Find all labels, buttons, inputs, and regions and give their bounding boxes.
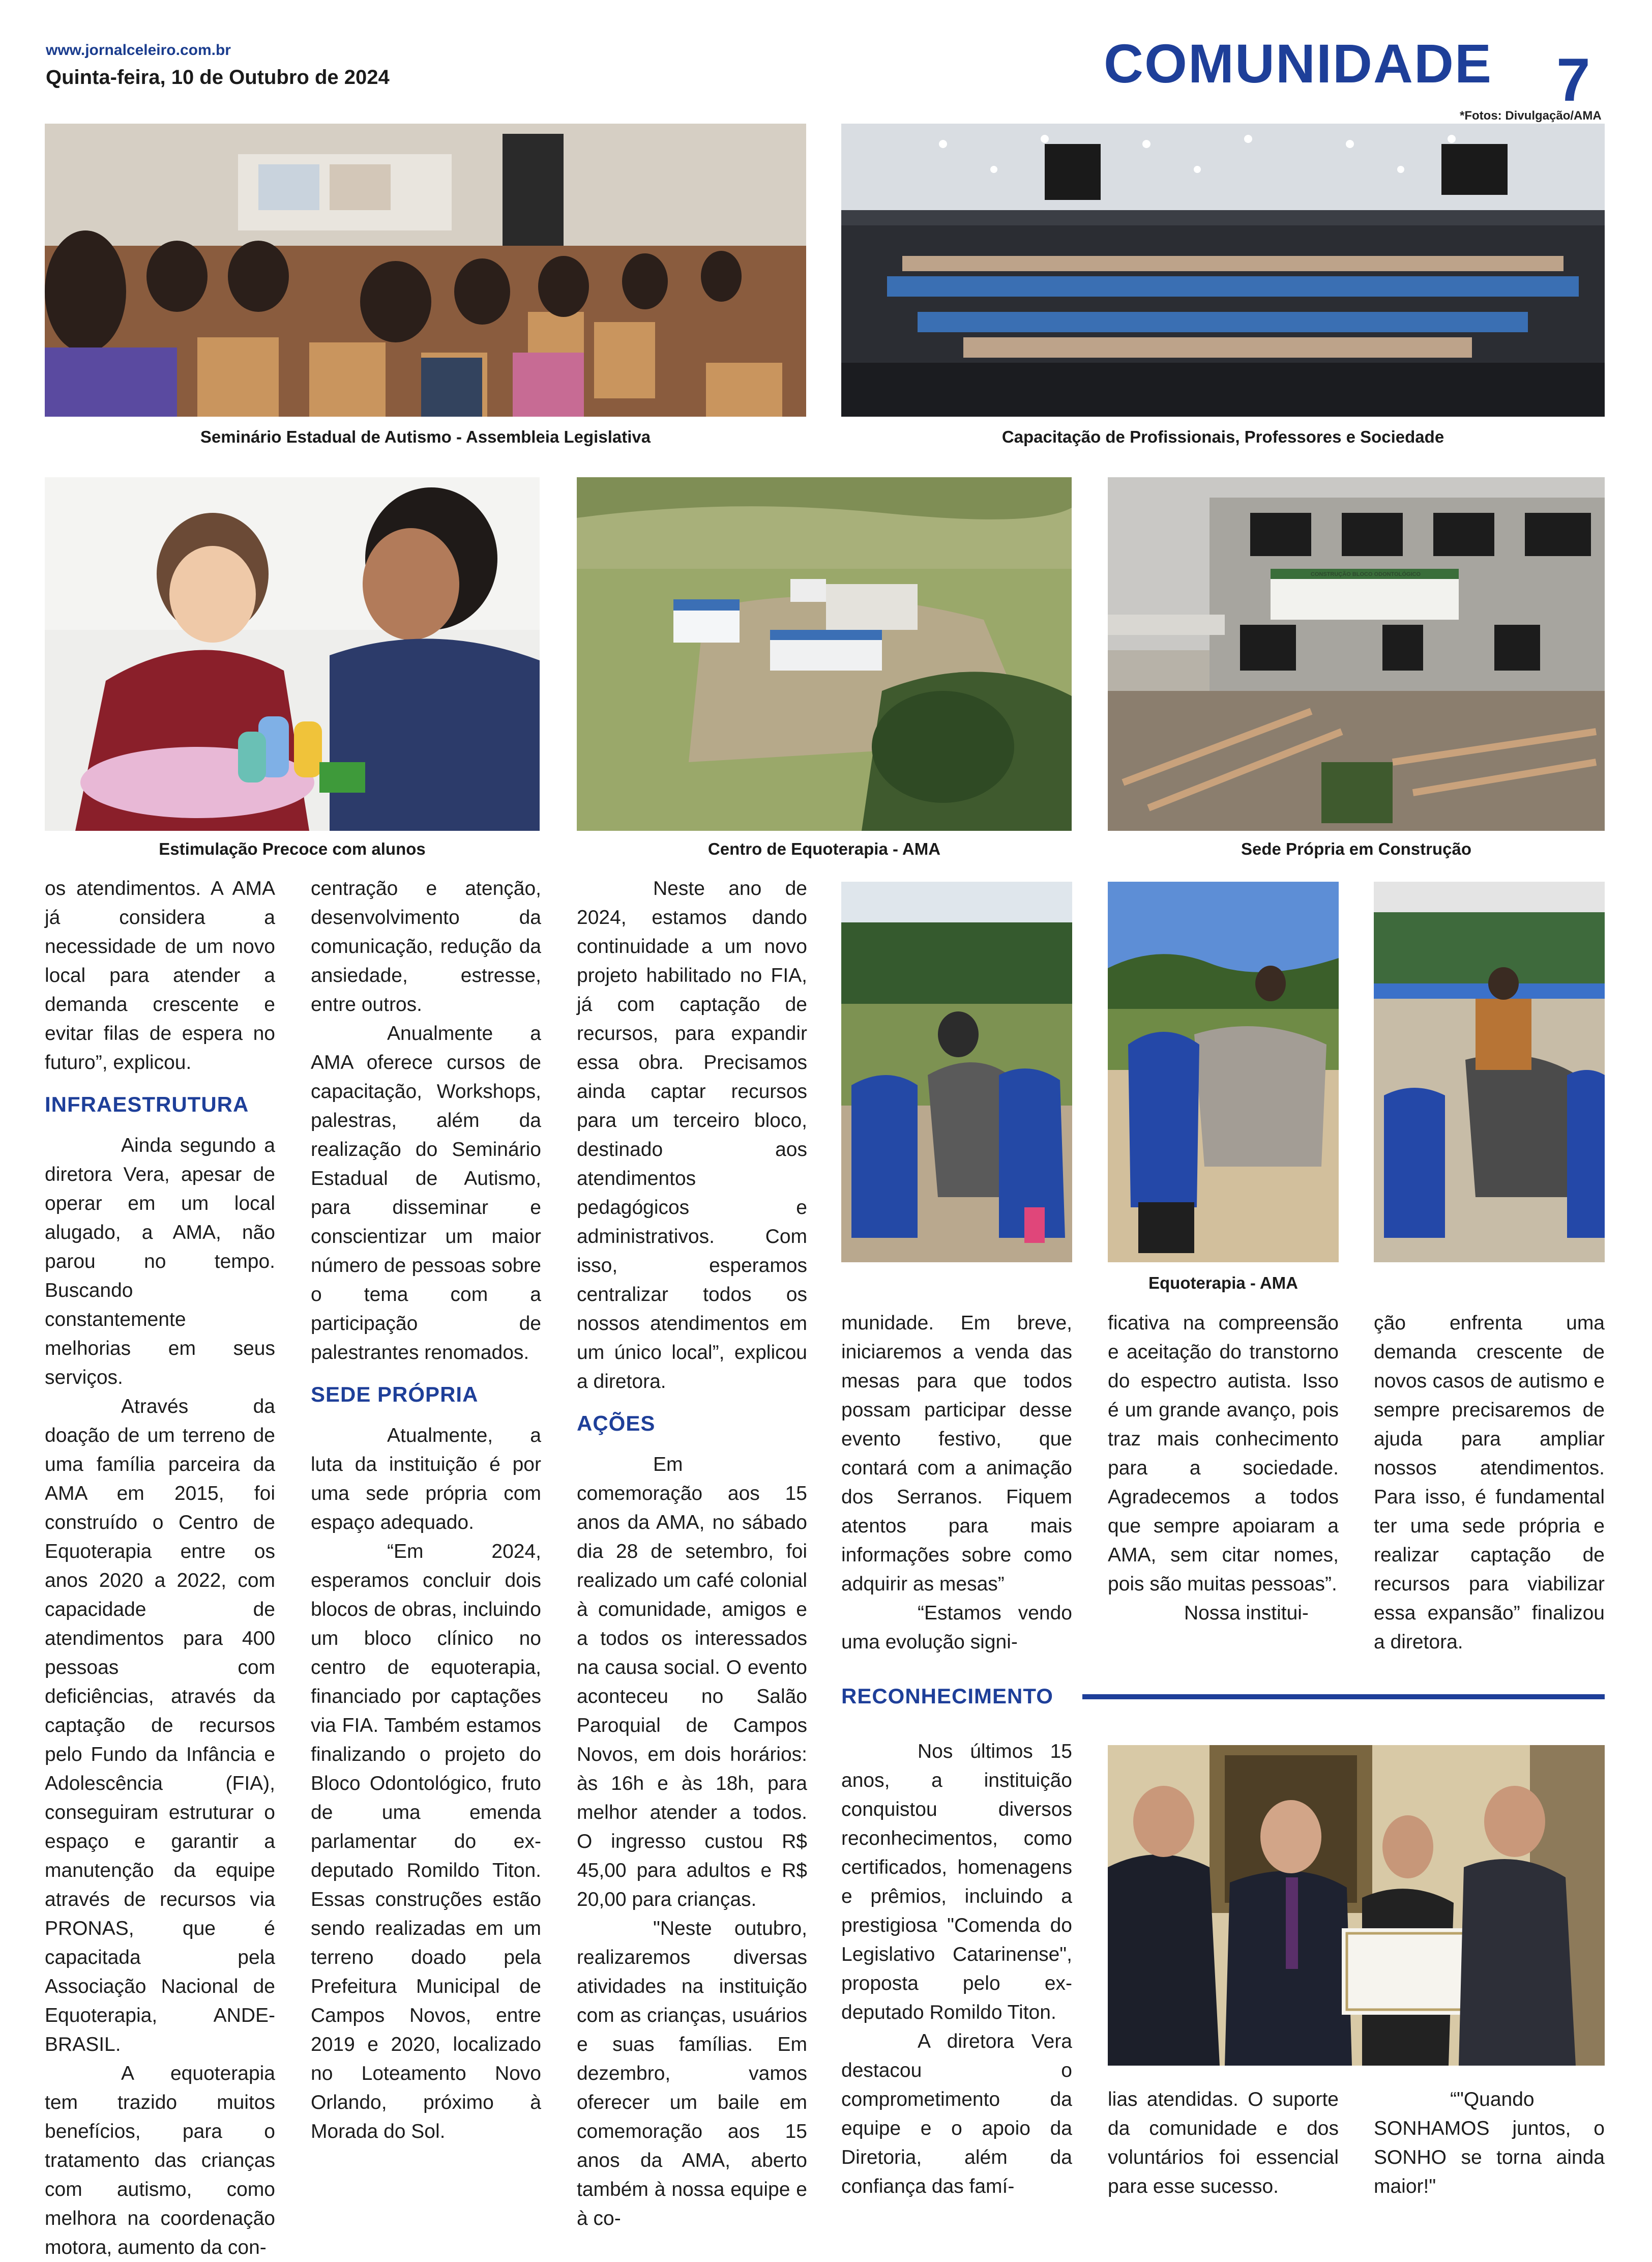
equotherapy-center-photo: [577, 477, 1072, 831]
column-4-bottom: [841, 1737, 1072, 2201]
paragraph: Em comemoração aos 15 anos da AMA, no sábado dia 28 de setembro, foi realizado um café colonial à comunidade, amigos e a todos os interessados na causa social. O evento aconteceu no Salão Paroquial de Campos Novos, em dois horários: às 16h e às 18h, para melhor atender a todos. O ingresso custou R$ 45,00 para adultos e R$ 20,00 para crianças.: [577, 1454, 807, 1910]
subheading-acoes: AÇÕES: [577, 1411, 656, 1435]
column-1: [45, 874, 275, 2262]
equotherapy-photo-1: [841, 882, 1072, 1262]
column-5-bottom: [1108, 2085, 1339, 2201]
training-photo: [841, 124, 1605, 417]
paragraph: A diretora Vera destacou o comprometimento da equipe e o apoio da Diretoria, além da confiança das famí-: [841, 2031, 1072, 2197]
paragraph: "Neste outubro, realizaremos diversas atividades na instituição com as crianças, usuários e suas famílias. Em dezembro, vamos oferecer um baile em comemoração aos 15 anos da AMA, aberto também à nossa equipe e à co-: [577, 1918, 807, 2229]
recognition-photo: [1108, 1745, 1605, 2066]
construction-board-text: CONSTRUÇÃO BLOCO ODONTOLÓGICO: [1310, 571, 1421, 577]
equotherapy-photo-3: [1374, 882, 1605, 1262]
caption-seminar: Seminário Estadual de Autismo - Assembleia Legislativa: [200, 427, 651, 446]
paragraph: Nossa institui-: [1184, 1602, 1309, 1624]
paragraph: A equoterapia tem trazido muitos benefícios, para o tratamento das crianças com autismo, como melhora na coordenação motora, aumento da con-: [45, 2063, 275, 2258]
site-url[interactable]: www.jornalceleiro.com.br: [46, 42, 231, 59]
paragraph: Ainda segundo a diretora Vera, apesar de operar em um local alugado, a AMA, não parou no tempo. Buscando constantemente melhorias em seus serviços.: [45, 1135, 275, 1388]
column-6-top: [1374, 1309, 1605, 1657]
closing-quote: “"Quando SONHAMOS juntos, o SONHO se torna ainda maior!": [1374, 2089, 1605, 2197]
headquarters-photo: [1108, 477, 1605, 831]
paragraph: Anualmente a AMA oferece cursos de capacitação, Workshops, palestras, além da realização do Seminário Estadual de Autismo, para disseminar e conscientizar um maior número de pessoas sobre o tema com a participação de palestrantes renomados.: [311, 1023, 541, 1364]
paragraph: Neste ano de 2024, estamos dando continuidade a um novo projeto habilitado no FIA, já com captação de recursos, para expandir essa obra. Precisamos ainda captar recursos para um terceiro bloco, destinado aos atendimentos pedagógicos e administrativos. Com isso, esperamos centralizar todos os nossos atendimentos em um único local”, explicou a diretora.: [577, 878, 807, 1393]
section-title: COMUNIDADE: [1104, 33, 1492, 94]
caption-stimulation: Estimulação Precoce com alunos: [159, 839, 426, 858]
section-rule: [1082, 1694, 1605, 1699]
column-6-bottom: [1374, 2085, 1605, 2201]
column-2: [311, 874, 541, 2146]
photo-credit: *Fotos: Divulgação/AMA: [1460, 109, 1602, 123]
issue-date: Quinta-feira, 10 de Outubro de 2024: [46, 66, 390, 89]
paragraph: Atualmente, a luta da instituição é por uma sede própria com espaço adequado.: [311, 1425, 541, 1533]
paragraph: ção enfrenta uma demanda crescente de novos casos de autismo e sempre precisaremos de ajuda para ampliar nossos atendimentos. Para isso, é fundamental ter uma sede própria e realizar captação de recursos para viabilizar essa expansão” finalizou a diretora.: [1374, 1312, 1605, 1653]
subheading-reconhecimento: RECONHECIMENTO: [841, 1684, 1053, 1708]
seminar-photo: [45, 124, 806, 417]
caption-equotherapy-center: Centro de Equoterapia - AMA: [707, 839, 941, 858]
subheading-sede-propria: SEDE PRÓPRIA: [311, 1382, 479, 1406]
equotherapy-photo-2: [1108, 882, 1339, 1262]
column-3: [577, 874, 807, 2233]
caption-headquarters: Sede Própria em Construção: [1241, 839, 1471, 858]
paragraph: centração e atenção, desenvolvimento da comunicação, redução da ansiedade, estresse, entre outros.: [311, 878, 541, 1016]
paragraph: ficativa na compreensão e aceitação do transtorno do espectro autista. Isso é um grande avanço, pois traz mais conhecimento para a sociedade. Agradecemos a todos que sempre apoiaram a AMA, sem citar nomes, pois são muitas pessoas”.: [1108, 1312, 1339, 1595]
paragraph: Nos últimos 15 anos, a instituição conquistou diversos reconhecimentos, como certificados, homenagens e prêmios, incluindo a prestigiosa "Comenda do Legislativo Catarinense", proposta pelo ex-deputado Romildo Titon.: [841, 1741, 1072, 2023]
caption-training: Capacitação de Profissionais, Professores e Sociedade: [1001, 427, 1444, 446]
subheading-infraestrutura: INFRAESTRUTURA: [45, 1092, 249, 1116]
caption-equotherapy: Equoterapia - AMA: [1148, 1273, 1298, 1292]
page-number: 7: [1556, 46, 1590, 114]
column-5-top: [1108, 1309, 1339, 1628]
paragraph: lias atendidas. O suporte da comunidade e dos voluntários foi essencial para esse sucesso.: [1108, 2089, 1339, 2197]
stimulation-photo: [45, 477, 540, 831]
paragraph: Através da doação de um terreno de uma família parceira da AMA em 2015, foi construído o Centro de Equoterapia entre os anos 2020 a 2022, com capacidade de atendimentos para 400 pessoas com deficiências, através da captação de recursos pelo Fundo da Infância e Adolescência (FIA), conseguiram estruturar o espaço e garantir a manutenção da equipe através de recursos via PRONAS, que é capacitada pela Associação Nacional de Equoterapia, ANDE-BRASIL.: [45, 1396, 275, 2055]
paragraph: os atendimentos. A AMA já considera a necessidade de um novo local para atender a demanda crescente e evitar filas de espera no futuro”, explicou.: [45, 878, 275, 1074]
column-4-top: [841, 1309, 1072, 1657]
paragraph: “Em 2024, esperamos concluir dois blocos de obras, incluindo um bloco clínico no centro de equoterapia, financiado por captações via FIA. Também estamos finalizando o projeto do Bloco Odontológico, fruto de uma emenda parlamentar do ex-deputado Romildo Titon. Essas construções estão sendo realizadas em um terreno doado pela Prefeitura Municipal de Campos Novos, entre 2019 e 2020, localizado no Loteamento Novo Orlando, próximo à Morada do Sol.: [311, 1541, 541, 2142]
paragraph: munidade. Em breve, iniciaremos a venda das mesas para que todos possam participar desse evento festivo, que contará com a animação dos Serranos. Fiquem atentos para mais informações sobre como adquirir as mesas”: [841, 1312, 1072, 1595]
paragraph: “Estamos vendo uma evolução signi-: [841, 1602, 1072, 1653]
